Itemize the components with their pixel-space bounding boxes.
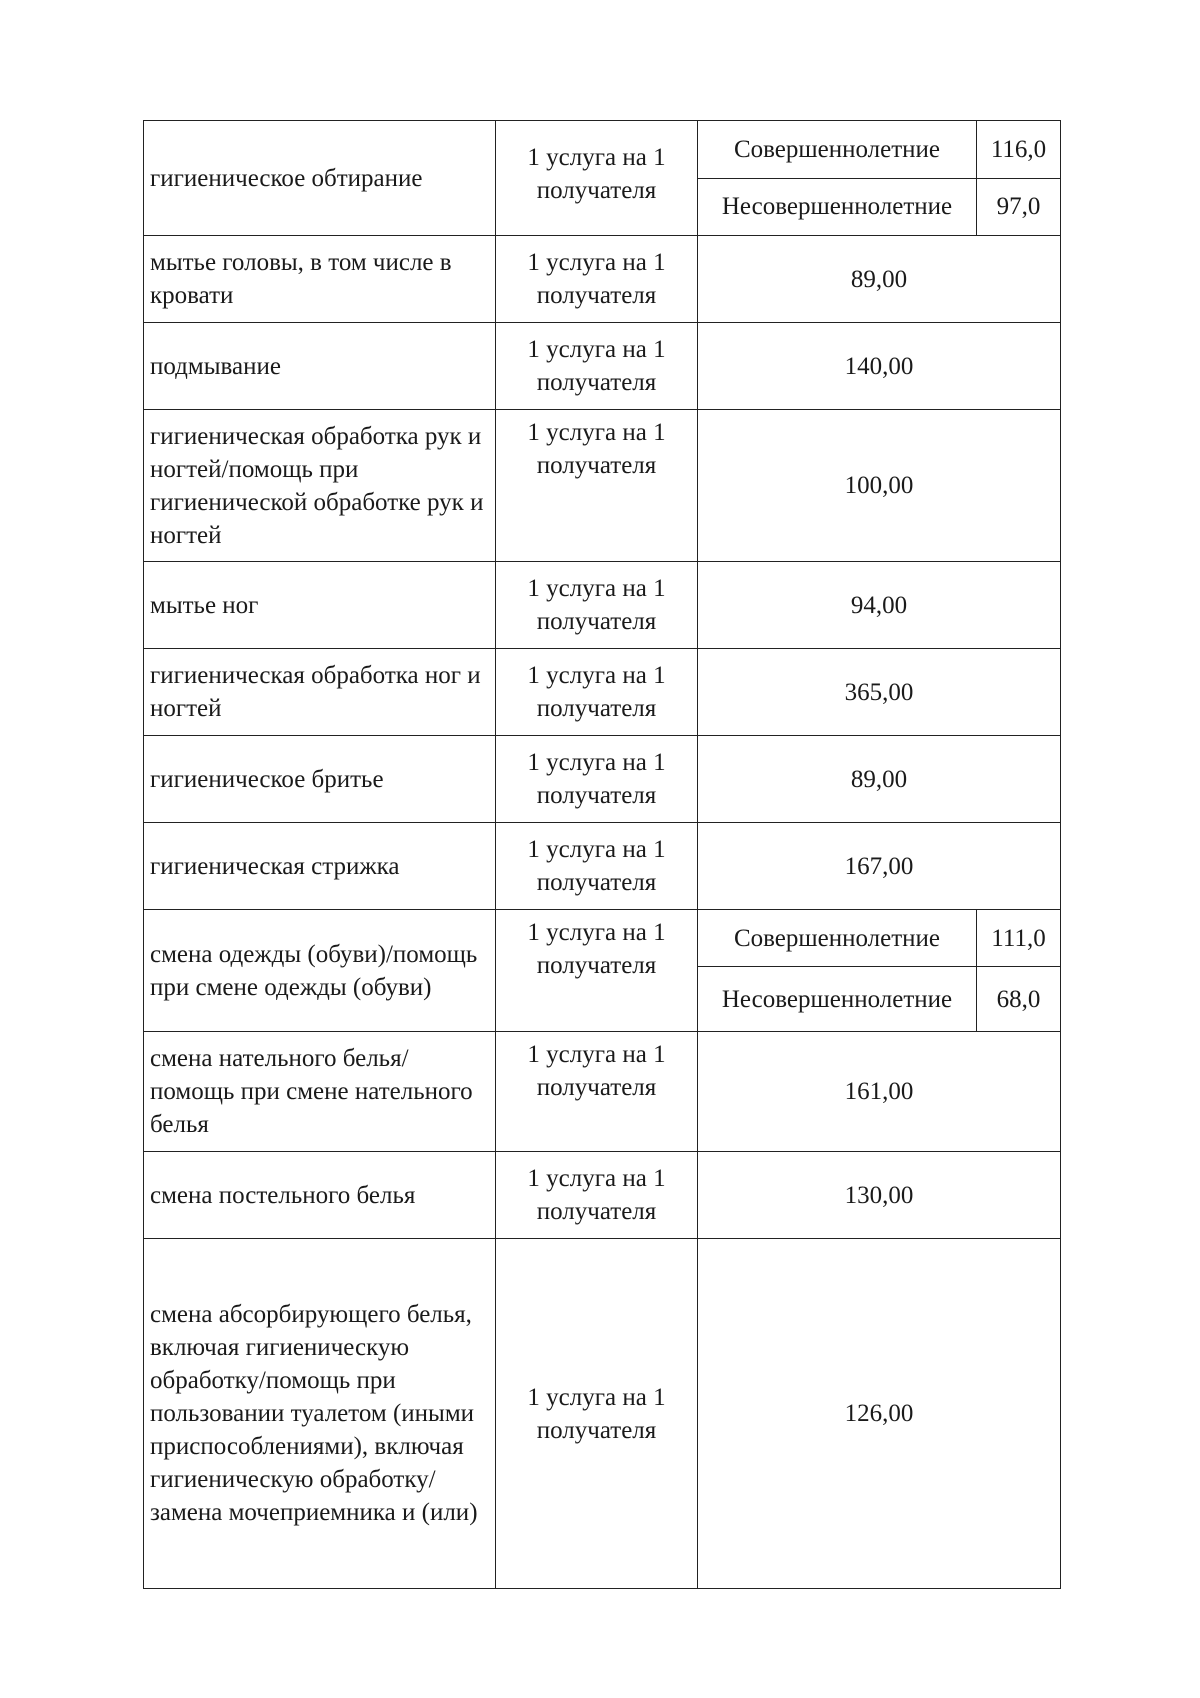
table-row [144,1032,1061,1152]
table-row [144,410,1061,562]
service-unit: 1 услуга на 1 получателя [496,1239,698,1589]
table-row [144,323,1061,410]
service-unit: 1 услуга на 1 получателя [496,121,698,236]
service-unit: 1 услуга на 1 получателя [496,736,698,823]
service-name: смена абсорбирующего белья, включая гигиеническую обработку/помощь при пользовании туалетом (иными приспособлениями), включая гигиеническую обработку/замена мочеприемника и (или) [144,1239,496,1589]
table-row [144,562,1061,649]
service-unit: 1 услуга на 1 получателя [496,562,698,649]
service-unit: 1 услуга на 1 получателя [496,1032,698,1152]
service-unit: 1 услуга на 1 получателя [496,410,698,562]
service-unit: 1 услуга на 1 получателя [496,823,698,910]
table-row [144,1239,1061,1589]
table-row [144,736,1061,823]
service-price: 365,00 [698,649,1061,736]
service-price: 94,00 [698,562,1061,649]
table-row [144,910,1061,967]
service-name: гигиеническая обработка рук и ногтей/помощь при гигиенической обработке рук и ногтей [144,410,496,562]
table-row [144,121,1061,179]
category-label: Несовершеннолетние [698,967,977,1032]
service-name: смена нательного белья/помощь при смене нательного белья [144,1032,496,1152]
service-price: 140,00 [698,323,1061,410]
service-unit: 1 услуга на 1 получателя [496,910,698,1032]
service-name: подмывание [144,323,496,410]
services-price-table [143,120,1061,1589]
service-unit: 1 услуга на 1 получателя [496,323,698,410]
service-price: 161,00 [698,1032,1061,1152]
service-price: 126,00 [698,1239,1061,1589]
category-label: Несовершеннолетние [698,178,977,236]
category-label: Совершеннолетние [698,121,977,179]
service-unit: 1 услуга на 1 получателя [496,1152,698,1239]
table-row [144,1152,1061,1239]
category-price: 116,0 [977,121,1061,179]
category-price: 111,0 [977,910,1061,967]
table-row [144,823,1061,910]
service-name: мытье головы, в том числе в кровати [144,236,496,323]
table-row [144,649,1061,736]
service-unit: 1 услуга на 1 получателя [496,236,698,323]
service-price: 130,00 [698,1152,1061,1239]
service-name: гигиеническая обработка ног и ногтей [144,649,496,736]
category-price: 97,0 [977,178,1061,236]
service-name: гигиеническое обтирание [144,121,496,236]
service-unit: 1 услуга на 1 получателя [496,649,698,736]
service-price: 89,00 [698,736,1061,823]
service-name: гигиеническая стрижка [144,823,496,910]
service-price: 100,00 [698,410,1061,562]
service-name: смена одежды (обуви)/помощь при смене одежды (обуви) [144,910,496,1032]
service-name: смена постельного белья [144,1152,496,1239]
service-price: 89,00 [698,236,1061,323]
service-name: мытье ног [144,562,496,649]
category-price: 68,0 [977,967,1061,1032]
service-price: 167,00 [698,823,1061,910]
service-name: гигиеническое бритье [144,736,496,823]
category-label: Совершеннолетние [698,910,977,967]
table-row [144,236,1061,323]
